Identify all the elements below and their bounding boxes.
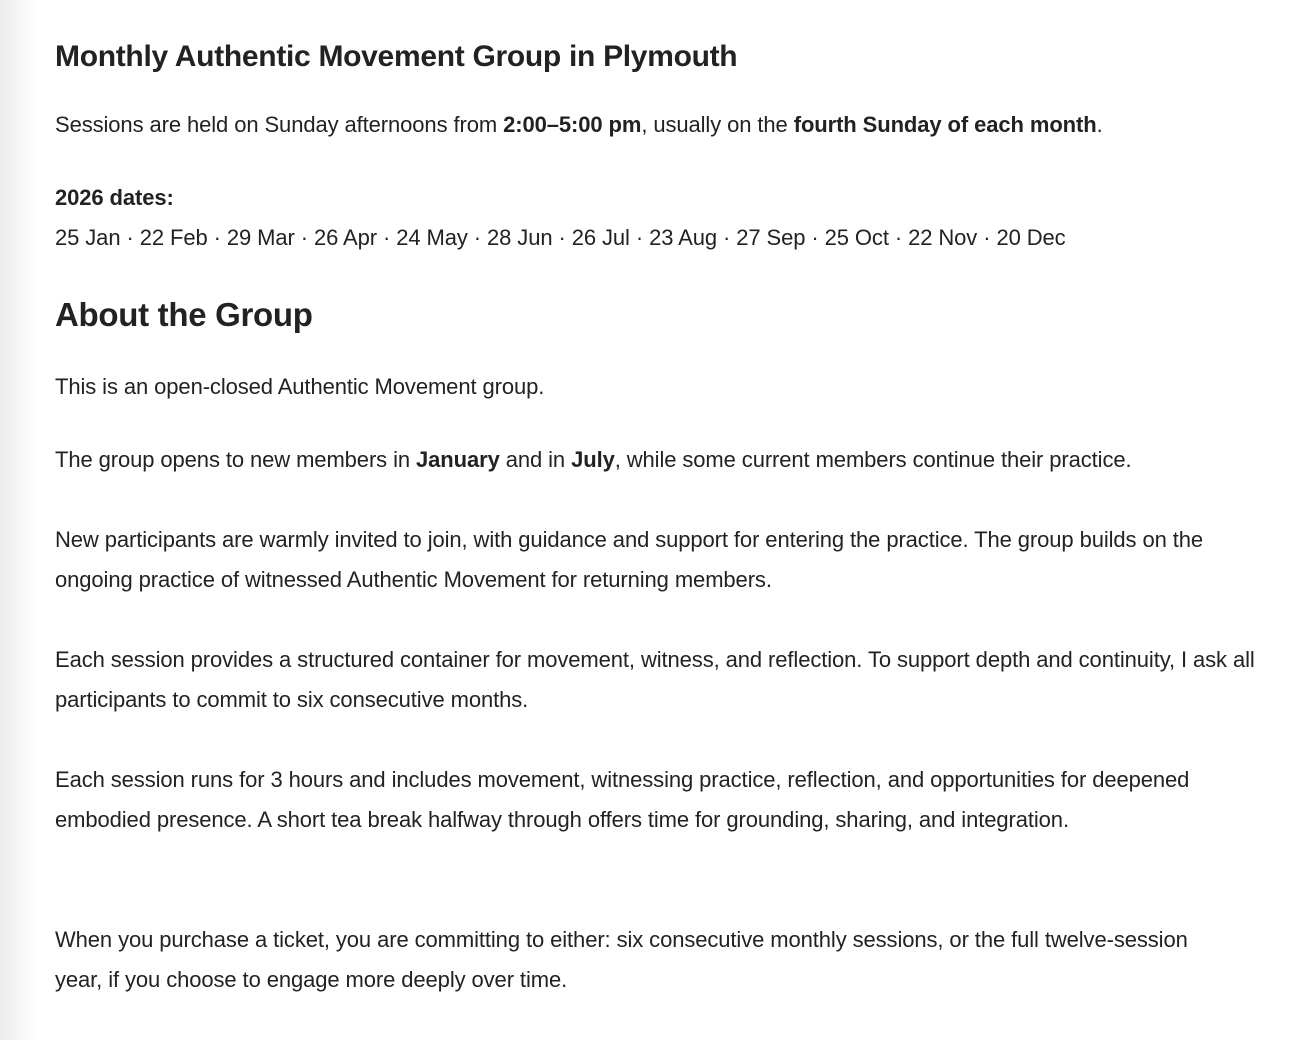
about-intro: This is an open-closed Authentic Movement group. [55,374,545,399]
about-paragraph-session-container: Each session provides a structured container for movement, witness, and reflection. To support depth and continuity, I ask all participants to commit to six consecutive months. [55,647,1255,712]
page-title: Monthly Authentic Movement Group in Plymouth [55,40,738,73]
about-opens-paragraph: The group opens to new members in January and in July, while some current members continue their practice. [55,447,1132,472]
about-paragraph-new-participants: New participants are warmly invited to join, with guidance and support for entering the practice. The group builds on the ongoing practice of witnessed Authentic Movement for returning members. [55,527,1204,592]
dates-label: 2026 dates: [55,185,174,210]
schedule-paragraph [55,105,1260,145]
about-heading: About the Group [55,296,313,333]
schedule-middle: , usually on the [641,112,794,137]
schedule-time: 2:00–5:00 pm [503,112,642,137]
about-paragraph-session-duration: Each session runs for 3 hours and includes movement, witnessing practice, reflection, and opportunities for deepened embodied presence. A short tea break halfway through offers time for grounding, sharing, and integration. [55,767,1190,832]
schedule-suffix: . [1096,112,1103,137]
dates-list: 25 Jan · 22 Feb · 29 Mar · 26 Apr · 24 May · 28 Jun · 26 Jul · 23 Aug · 27 Sep · 25 Oct · 22 Nov · 20 Dec [55,225,1066,250]
left-edge-shadow [0,0,40,1040]
schedule-prefix: Sessions are held on Sunday afternoons from [55,112,504,137]
month-july: July [571,447,615,472]
month-january: January [416,447,500,472]
schedule-recurrence: fourth Sunday of each month [793,112,1097,137]
about-paragraph-ticket-commitment: When you purchase a ticket, you are committing to either: six consecutive monthly sessions, or the full twelve-session year, if you choose to engage more deeply over time. [55,927,1188,992]
